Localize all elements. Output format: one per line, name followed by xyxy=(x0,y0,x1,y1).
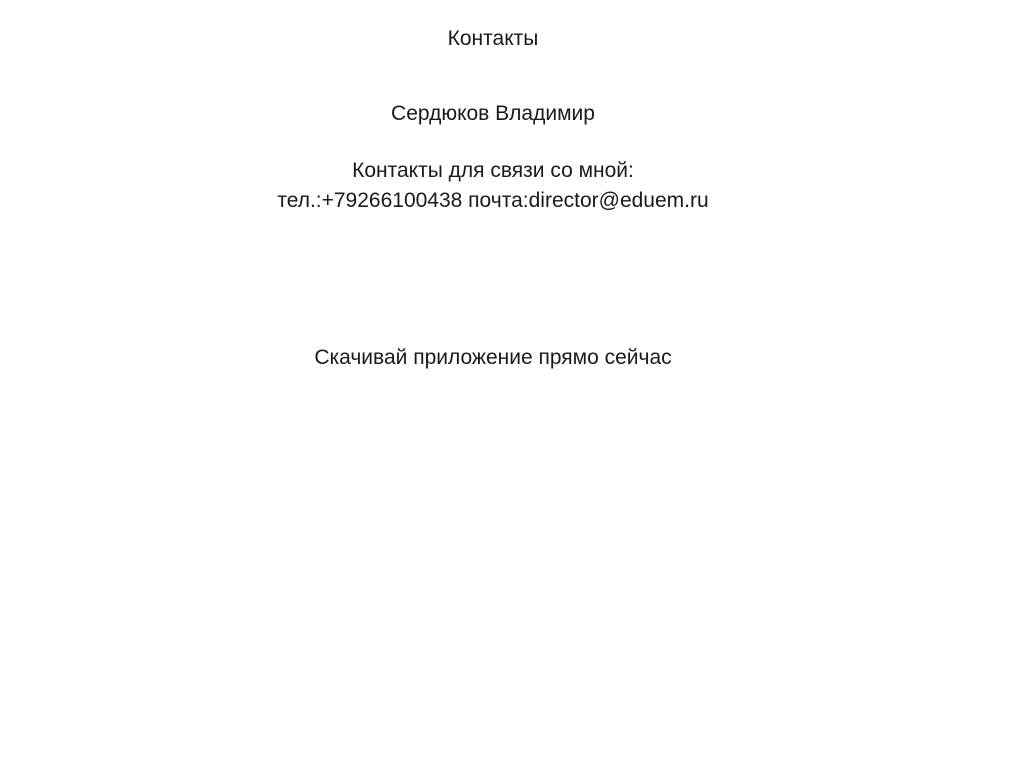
page-title: Контакты xyxy=(447,27,539,50)
author-name: Сердюков Владимир xyxy=(391,102,595,125)
contact-heading: Контакты для связи со мной: xyxy=(352,159,634,182)
contact-details: тел.:+79266100438 почта:director@eduem.ru xyxy=(277,189,709,212)
download-app-call-to-action: Скачивай приложение прямо сейчас xyxy=(314,346,672,369)
